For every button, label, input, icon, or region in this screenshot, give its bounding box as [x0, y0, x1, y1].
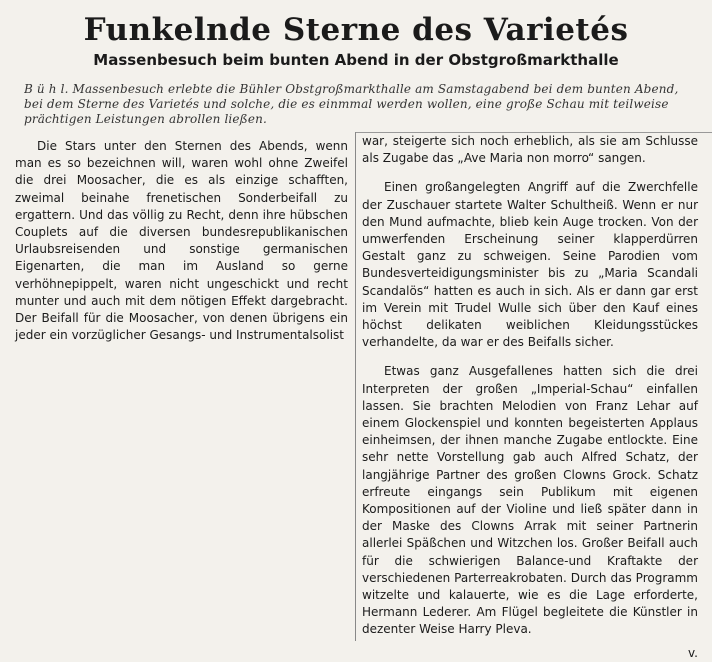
body-paragraph: Etwas ganz Ausgefallenes hatten sich die drei Interpreten der großen „Imperial-Schau“ einfallen lassen. Sie brachten Melodien von Franz Lehar auf einem Glockenspiel und konnten begeisterten Applaus einheimsen, der ihnen manche Zugabe entlockte. Eine sehr nette Vorstellung gab auch Alfred Schatz, der langjährige Partner des großen Clowns Grock. Schatz erfreute eingangs sein Publikum mit eigenen Kompositionen auf der Violine und ließ später dann in der Maske des Clowns Arrak mit seiner Partnerin allerlei Späßchen und Witzchen los. Großer Beifall auch für die schwierigen Balance-und Kraftakte der verschiedenen Parterreakrobaten. Durch das Programm witzelte und kalauerte, wie es die Lage erforderte, Hermann Lederer. Am Flügel begleitete die Künstler in dezenter Weise Harry Pleva.	[362, 364, 698, 637]
subheadline: Massenbesuch beim bunten Abend in der Obstgroßmarkthalle	[93, 51, 619, 69]
headline: Funkelnde Sterne des Varietés	[83, 12, 629, 48]
body-paragraph: war, steigerte sich noch erheblich, als sie am Schlusse als Zugabe das „Ave Maria non morro“ sangen.	[362, 134, 698, 166]
body-paragraph: Die Stars unter den Sternen des Abends, wenn man es so bezeichnen will, waren wohl ohne Zweifel die drei Moosacher, die es als einzige schafften, zweimal beinahe frenetischen Sonderbeifall zu ergattern. Und das völlig zu Recht, denn ihre hübschen Couplets auf die diversen bundesrepublikanischen Urlaubsreisenden und sonstige germanischen Eigenarten, die man im Ausland so gerne verhöhnepippelt, waren nicht ungeschickt und recht munter und auch mit dem nötigen Effekt dargebracht. Der Beifall für die Moosacher, von denen übrigens ein jeder ein vorzüglicher Gesangs- und Instrumentalsolist	[15, 139, 348, 343]
lead-line: bei dem Sterne des Varietés und solche, die es einmmal werden wollen, eine große Schau mit teilweise	[24, 97, 669, 111]
column-divider	[355, 132, 356, 641]
right-column	[362, 133, 698, 662]
lead-line: prächtigen Leistungen abrollen ließen.	[24, 112, 267, 126]
left-column	[15, 138, 348, 350]
lead-line: B ü h l. Massenbesuch erlebte die Bühler Obstgroßmarkthalle am Samstagabend bei dem bunten Abend,	[24, 82, 679, 96]
lead-paragraph	[24, 82, 700, 127]
body-paragraph: Einen großangelegten Angriff auf die Zwerchfelle der Zuschauer startete Walter Schultheiß. Wenn er nur den Mund aufmachte, blieb kein Auge trocken. Von der umwerfenden Erscheinung seiner klapperdürren Gestalt ganz zu schweigen. Seine Parodien vom Bundesverteidigungsminister bis zu „Maria Scandali Scandalös“ hatten es auch in sich. Als er dann gar erst im Verein mit Trudel Wulle sich über den Kauf eines höchst delikaten weiblichen Kleidungsstückes verhandelte, da war er des Beifalls sicher.	[362, 180, 698, 350]
author-signoff: v.	[688, 645, 698, 660]
